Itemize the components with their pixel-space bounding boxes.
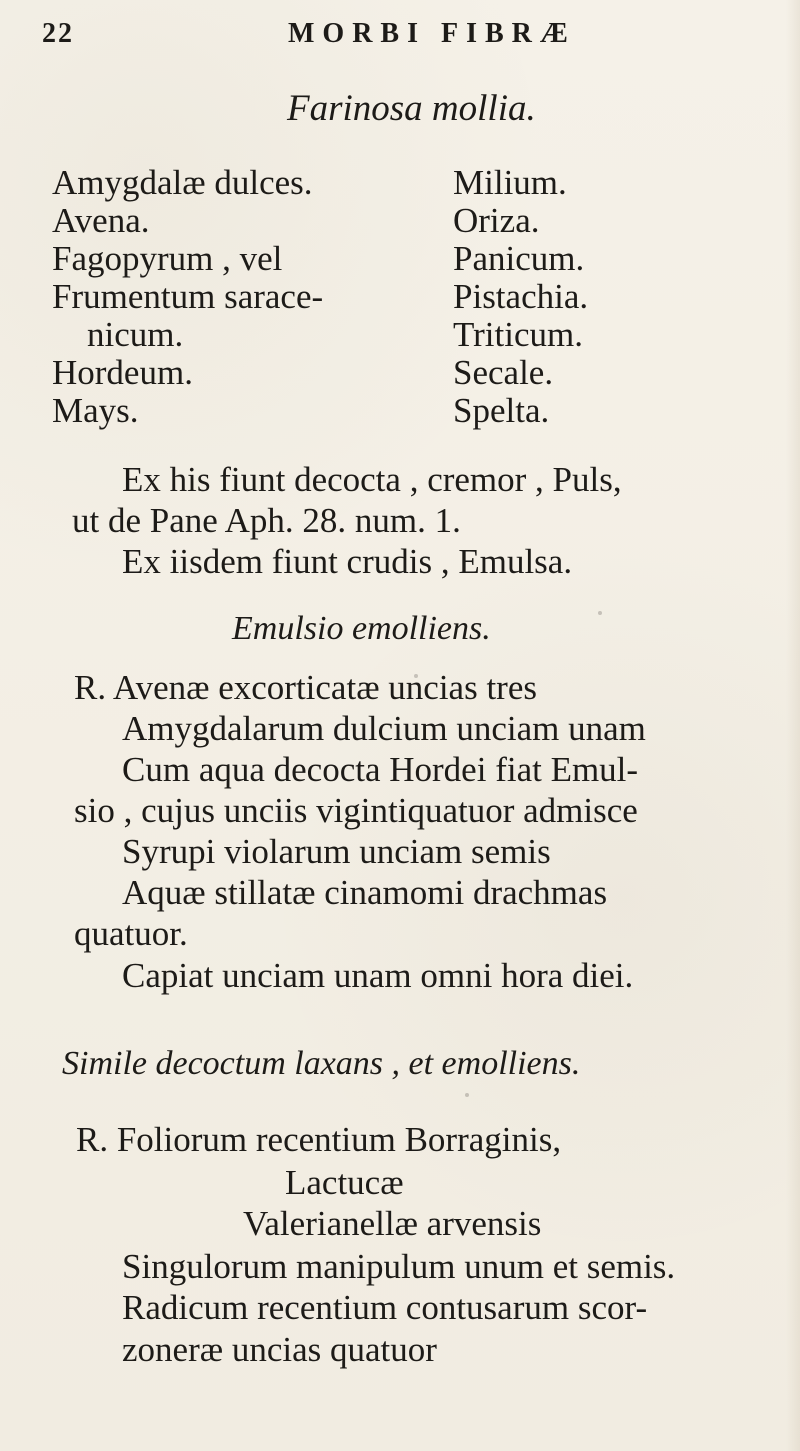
ink-speck — [598, 611, 602, 615]
simile-line-3: Valerianellæ arvensis — [243, 1204, 542, 1243]
ink-speck — [465, 1093, 469, 1097]
ink-speck — [414, 674, 418, 678]
left-ingredient-list: Amygdalæ dulces. Avena. Fagopyrum , vel Frumentum sarace- nicum. Hordeum. Mays. — [52, 163, 324, 430]
simile-line-1: R. Foliorum recentium Borraginis, — [76, 1120, 562, 1159]
emulsio-heading: Emulsio emolliens. — [232, 610, 491, 647]
body-line-3: Ex iisdem fiunt crudis , Emulsa. — [122, 542, 573, 581]
simile-line-4: Singulorum manipulum unum et semis. — [122, 1247, 676, 1286]
body-line-1: Ex his fiunt decocta , cremor , Puls, — [122, 460, 622, 499]
emulsio-line-7: quatuor. — [74, 914, 188, 953]
simile-line-6: zoneræ uncias quatuor — [122, 1330, 437, 1369]
emulsio-line-4: sio , cujus unciis vigintiquatuor admisce — [74, 791, 638, 830]
page-number: 22 — [42, 18, 74, 49]
body-line-2: ut de Pane Aph. 28. num. 1. — [72, 501, 461, 540]
emulsio-line-5: Syrupi violarum unciam semis — [122, 832, 551, 871]
farinosa-heading: Farinosa mollia. — [287, 88, 536, 129]
simile-line-2: Lactucæ — [285, 1163, 404, 1202]
emulsio-line-3: Cum aqua decocta Hordei fiat Emul- — [122, 750, 639, 789]
running-head: MORBI FIBRÆ — [288, 18, 576, 49]
page-edge-shadow — [786, 0, 800, 1451]
emulsio-line-6: Aquæ stillatæ cinamomi drachmas — [122, 873, 608, 912]
emulsio-line-1: R. Avenæ excorticatæ uncias tres — [74, 668, 537, 707]
right-ingredient-list: Milium. Oriza. Panicum. Pistachia. Triticum. Secale. Spelta. — [453, 163, 589, 430]
simile-line-5: Radicum recentium contusarum scor- — [122, 1288, 648, 1327]
emulsio-line-2: Amygdalarum dulcium unciam unam — [122, 709, 646, 748]
page-header — [42, 18, 760, 50]
emulsio-line-8: Capiat unciam unam omni hora diei. — [122, 956, 634, 995]
simile-heading: Simile decoctum laxans , et emolliens. — [62, 1045, 581, 1082]
